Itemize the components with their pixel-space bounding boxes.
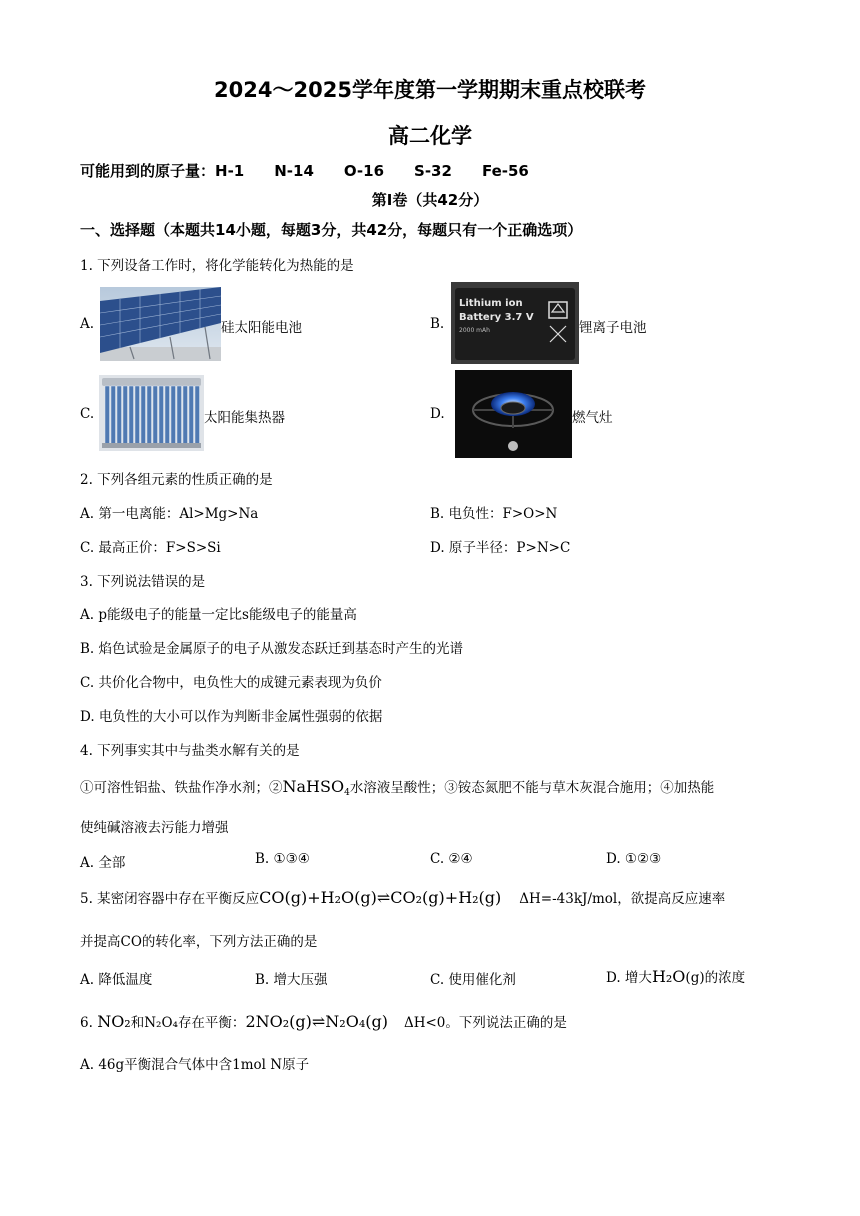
q4-line1-part-b: 水溶液呈酸性；③铵态氮肥不能与草木灰混合施用；④加热能 bbox=[349, 780, 715, 796]
lithium-battery-image bbox=[451, 282, 579, 364]
q2-option-d: D. 原子半径：P>N>C bbox=[430, 540, 571, 556]
atomic-masses bbox=[80, 160, 559, 181]
atomic-masses-label: 可能用到的原子量： bbox=[80, 162, 216, 180]
q4-option-b: B. ①③④ bbox=[255, 851, 310, 867]
battery-label-line2: Battery 3.7 V bbox=[459, 312, 534, 323]
q6-stem bbox=[80, 1011, 567, 1031]
q2-option-a: A. 第一电离能：Al>Mg>Na bbox=[80, 506, 259, 522]
q1-option-b-label: B. bbox=[430, 316, 445, 332]
q5-option-d bbox=[606, 966, 745, 986]
q4-statements-line1 bbox=[80, 776, 714, 798]
q1-option-a-label: A. bbox=[80, 316, 95, 332]
q5-enthalpy: ΔH=-43kJ/mol，欲提高反应速率 bbox=[519, 891, 726, 907]
nahso4-formula: NaHSO$_4$ bbox=[282, 777, 350, 798]
q6-option-a: A. 46g平衡混合气体中含1mol N原子 bbox=[80, 1057, 310, 1073]
q4-statements-line2: 使纯碱溶液去污能力增强 bbox=[80, 820, 229, 836]
q3-option-c: C. 共价化合物中，电负性大的成键元素表现为负价 bbox=[80, 675, 382, 691]
atomic-mass-item: Fe-56 bbox=[481, 162, 529, 180]
q5-option-d-part-a: D. 增大 bbox=[606, 970, 652, 986]
q4-option-c: C. ②④ bbox=[430, 851, 473, 867]
q1-option-a-text: 硅太阳能电池 bbox=[221, 320, 302, 336]
q3-option-b: B. 焰色试验是金属原子的电子从激发态跃迁到基态时产生的光谱 bbox=[80, 641, 464, 657]
q5-reaction-equation: CO(g)+H₂O(g)⇌CO₂(g)+H₂(g) bbox=[259, 888, 502, 907]
q5-option-d-part-b: (g)的浓度 bbox=[685, 970, 746, 986]
q2-option-c: C. 最高正价：F>S>Si bbox=[80, 540, 221, 556]
q6-exist: 存在平衡： bbox=[177, 1015, 246, 1031]
no2-formula: NO₂ bbox=[97, 1012, 131, 1031]
gas-stove-image bbox=[455, 370, 572, 458]
q6-enthalpy: ΔH<0。下列说法正确的是 bbox=[403, 1015, 567, 1031]
q5-option-b: B. 增大压强 bbox=[255, 972, 328, 988]
volume-title: 第Ⅰ卷（共42分） bbox=[371, 191, 489, 209]
solar-collector-image bbox=[99, 375, 204, 451]
atomic-mass-item: N-14 bbox=[274, 162, 314, 180]
q4-stem: 4. 下列事实其中与盐类水解有关的是 bbox=[80, 743, 300, 759]
q5-stem-line1 bbox=[80, 887, 725, 907]
q1-option-d-label: D. bbox=[430, 406, 445, 422]
q2-stem: 2. 下列各组元素的性质正确的是 bbox=[80, 472, 273, 488]
q1-stem: 1. 下列设备工作时，将化学能转化为热能的是 bbox=[80, 258, 354, 274]
solar-panel-image bbox=[100, 287, 221, 361]
q5-option-a: A. 降低温度 bbox=[80, 972, 153, 988]
q6-and: 和 bbox=[130, 1015, 145, 1031]
exam-title: 2024～2025学年度第一学期期末重点校联考 bbox=[214, 78, 646, 102]
h2o-formula: H₂O bbox=[651, 967, 686, 986]
q6-reaction-equation: 2NO₂(g)⇌N₂O₄(g) bbox=[245, 1012, 388, 1031]
battery-label-line3: 2000 mAh bbox=[459, 327, 490, 334]
q5-stem-part-a: 5. 某密闭容器中存在平衡反应 bbox=[80, 891, 260, 907]
battery-label-line1: Lithium ion bbox=[459, 298, 523, 309]
q3-stem: 3. 下列说法错误的是 bbox=[80, 574, 206, 590]
n2o4-formula: N₂O₄ bbox=[144, 1015, 178, 1031]
q4-option-d: D. ①②③ bbox=[606, 851, 662, 867]
q1-option-d-text: 燃气灶 bbox=[572, 410, 613, 426]
q2-option-b: B. 电负性：F>O>N bbox=[430, 506, 558, 522]
atomic-mass-item: O-16 bbox=[343, 162, 385, 180]
q4-line1-part-a: ①可溶性铝盐、铁盐作净水剂；② bbox=[80, 780, 283, 796]
atomic-mass-item: H-1 bbox=[215, 162, 245, 180]
q5-stem-line2: 并提高CO的转化率，下列方法正确的是 bbox=[80, 934, 318, 950]
q4-option-a: A. 全部 bbox=[80, 855, 126, 871]
q5-option-c: C. 使用催化剂 bbox=[430, 972, 516, 988]
exam-subject: 高二化学 bbox=[388, 124, 472, 148]
part-title: 一、选择题（本题共14小题，每题3分，共42分，每题只有一个正确选项） bbox=[80, 221, 583, 239]
atomic-mass-item: S-32 bbox=[414, 162, 452, 180]
q1-option-c-text: 太阳能集热器 bbox=[204, 410, 285, 426]
q3-option-d: D. 电负性的大小可以作为判断非金属性强弱的依据 bbox=[80, 709, 383, 725]
q1-option-b-text: 锂离子电池 bbox=[579, 320, 647, 336]
q1-option-c-label: C. bbox=[80, 406, 95, 422]
q6-number: 6. bbox=[80, 1015, 93, 1031]
q3-option-a: A. p能级电子的能量一定比s能级电子的能量高 bbox=[80, 607, 357, 623]
